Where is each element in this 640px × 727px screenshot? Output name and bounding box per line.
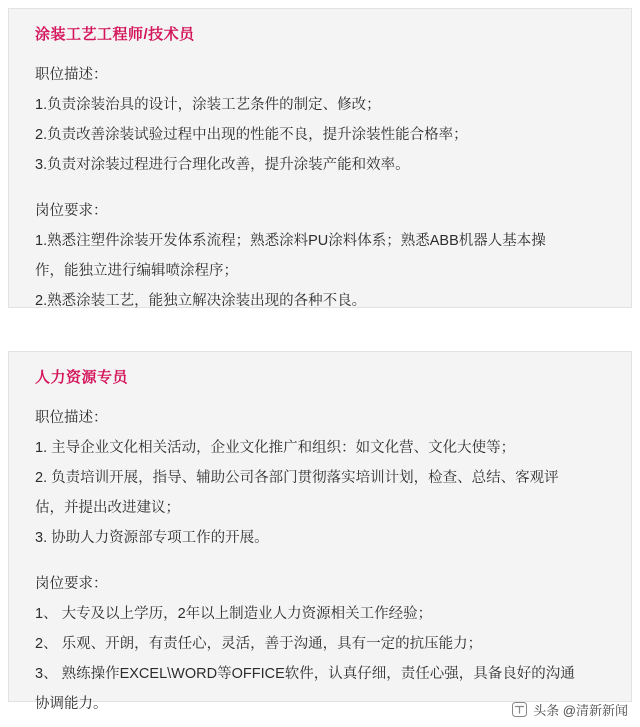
job-requirements-heading-2: 岗位要求： xyxy=(35,576,108,592)
job-description-line: 3. 协助人力资源部专项工作的开展。 xyxy=(35,530,269,546)
job-requirements-line: 2、 乐观、开朗，有责任心，灵活，善于沟通，具有一定的抗压能力； xyxy=(35,636,483,652)
job-description-line: 2.负责改善涂装试验过程中出现的性能不良，提升涂装性能合格率； xyxy=(35,127,468,143)
footer-watermark xyxy=(512,700,628,719)
job-description-heading-2: 职位描述： xyxy=(35,410,108,426)
job-requirements-line: 作，能独立进行编辑喷涂程序； xyxy=(35,263,238,279)
footer-text: 头条 @清新新闻 xyxy=(533,703,628,718)
toutiao-logo-icon xyxy=(512,702,527,717)
job-requirements-heading-1: 岗位要求： xyxy=(35,203,108,219)
job-content-2 xyxy=(35,403,605,719)
job-description-line: 估，并提出改进建议； xyxy=(35,500,180,516)
job-requirements-line: 3、 熟练操作EXCEL\WORD等OFFICE软件，认真仔细，责任心强，具备良好的沟通 xyxy=(35,666,575,682)
job-posting-section-1 xyxy=(8,8,632,308)
job-description-line: 2. 负责培训开展，指导、辅助公司各部门贯彻落实培训计划，检查、总结、客观评 xyxy=(35,470,559,486)
job-requirements-line: 1、 大专及以上学历，2年以上制造业人力资源相关工作经验； xyxy=(35,606,433,622)
spacer xyxy=(35,553,605,569)
spacer xyxy=(35,180,605,196)
job-description-line: 1. 主导企业文化相关活动，企业文化推广和组织：如文化营、文化大使等； xyxy=(35,440,516,456)
job-content-1 xyxy=(35,60,605,316)
job-description-heading-1: 职位描述： xyxy=(35,67,108,83)
job-description-line: 1.负责涂装治具的设计，涂装工艺条件的制定、修改； xyxy=(35,97,381,113)
job-requirements-line: 协调能力。 xyxy=(35,696,108,712)
job-requirements-line: 2.熟悉涂装工艺，能独立解决涂装出现的各种不良。 xyxy=(35,293,367,309)
job-title-2: 人力资源专员 xyxy=(35,369,129,386)
job-description-line: 3.负责对涂装过程进行合理化改善，提升涂装产能和效率。 xyxy=(35,157,410,173)
job-title-1: 涂装工艺工程师/技术员 xyxy=(35,26,195,43)
job-requirements-line: 1.熟悉注塑件涂装开发体系流程；熟悉涂料PU涂料体系；熟悉ABB机器人基本操 xyxy=(35,233,546,249)
